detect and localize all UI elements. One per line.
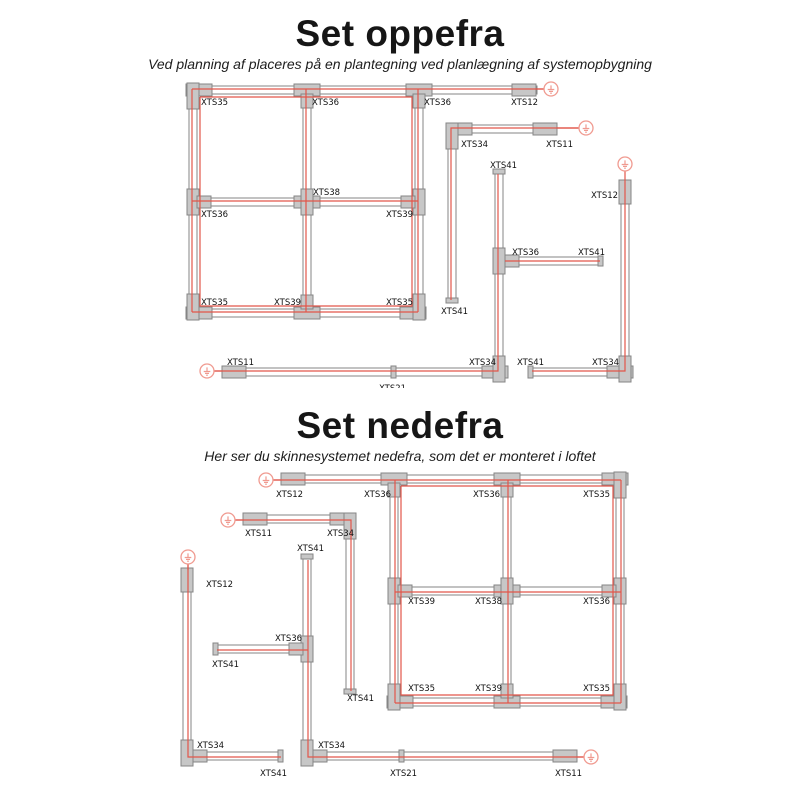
part-label: XTS38: [475, 597, 503, 607]
part-label: XTS35: [386, 298, 414, 308]
part-label: XTS41: [517, 358, 545, 368]
ground-feed-icon: [221, 513, 244, 527]
track-segment: [222, 368, 503, 376]
track-segment: [183, 568, 191, 752]
track-segment: [346, 515, 354, 693]
title-set-oppefra: Set oppefra: [295, 13, 505, 54]
part-label: XTS36: [424, 98, 452, 108]
part-label: XTS12: [206, 580, 234, 590]
diagram-set-oppefra: [186, 82, 633, 401]
part-label: XTS36: [512, 248, 540, 258]
part-label: XTS39: [274, 298, 302, 308]
track-segment: [307, 752, 577, 760]
conductor-line: [451, 128, 579, 300]
part-label: XTS41: [347, 694, 375, 704]
title-set-nedefra: Set nedefra: [296, 405, 504, 446]
joiner-connector-xts21: [391, 366, 396, 378]
part-label: XTS34: [197, 741, 225, 751]
part-label: XTS41: [578, 248, 606, 258]
part-label: XTS21: [390, 769, 418, 779]
conductor-line: [235, 520, 351, 691]
diagram-set-nedefra: [181, 472, 628, 779]
feed-connector-xts12-top: [512, 84, 536, 96]
part-label: XTS34: [461, 140, 489, 150]
part-label: XTS11: [555, 769, 583, 779]
ground-feed-icon: [200, 364, 222, 378]
feed-connector-xts11-upper: [243, 513, 267, 525]
part-label: XTS35: [201, 298, 229, 308]
end-cap-xts41-tvert-top: [301, 554, 313, 559]
part-label: XTS34: [469, 358, 497, 368]
subtitle-set-oppefra: Ved planning af placeres på en plantegning ved planlægning af systemopbygning: [148, 56, 652, 72]
part-label: XTS39: [408, 597, 436, 607]
part-label: XTS41: [490, 161, 518, 171]
part-label: XTS36: [473, 490, 501, 500]
part-label: XTS41: [260, 769, 288, 779]
feed-connector-xts12-left: [181, 568, 193, 592]
part-label: XTS12: [276, 490, 304, 500]
ground-feed-icon: [181, 550, 195, 570]
ground-feed-icon: [536, 82, 558, 96]
part-label: XTS39: [475, 684, 503, 694]
part-label: XTS36: [275, 634, 303, 644]
part-label: XTS35: [408, 684, 436, 694]
part-label: XTS12: [511, 98, 539, 108]
ground-feed-icon: [577, 750, 598, 764]
end-cap-xts41-bl: [278, 750, 283, 762]
feed-connector-xts12-top: [281, 473, 305, 485]
part-label: XTS39: [386, 210, 414, 220]
part-label: XTS36: [364, 490, 392, 500]
ground-feed-icon: [557, 121, 593, 135]
part-label: XTS38: [313, 188, 341, 198]
track-segment: [448, 125, 456, 303]
part-label: XTS36: [583, 597, 611, 607]
part-label: XTS12: [591, 191, 619, 201]
part-label: XTS11: [245, 529, 273, 539]
feed-connector-xts11-bottom: [553, 750, 577, 762]
part-label: XTS35: [201, 98, 229, 108]
part-label: XTS35: [583, 684, 611, 694]
ground-feed-icon: [259, 473, 281, 487]
part-label: XTS34: [592, 358, 620, 368]
joiner-connector-xts21: [399, 750, 404, 762]
part-label: XTS41: [212, 660, 240, 670]
conductor-line: [532, 182, 625, 371]
label-clip-mask: [372, 388, 434, 401]
part-label: XTS41: [297, 544, 325, 554]
part-label: XTS36: [201, 210, 229, 220]
part-label: XTS34: [318, 741, 346, 751]
part-label: XTS36: [312, 98, 340, 108]
part-label: XTS11: [546, 140, 574, 150]
subtitle-set-nedefra: Her ser du skinnesystemet nedefra, som det er monteret i loftet: [204, 448, 596, 464]
ground-feed-icon: [618, 157, 632, 182]
feed-connector-xts11-upper: [533, 123, 557, 135]
part-label: XTS35: [583, 490, 611, 500]
part-label: XTS41: [441, 307, 469, 317]
end-cap-xts41-lvert: [446, 298, 458, 303]
part-label: XTS34: [327, 529, 355, 539]
end-cap-xts41-thoriz: [213, 643, 218, 655]
part-label: XTS11: [227, 358, 255, 368]
track-segment: [530, 368, 614, 376]
